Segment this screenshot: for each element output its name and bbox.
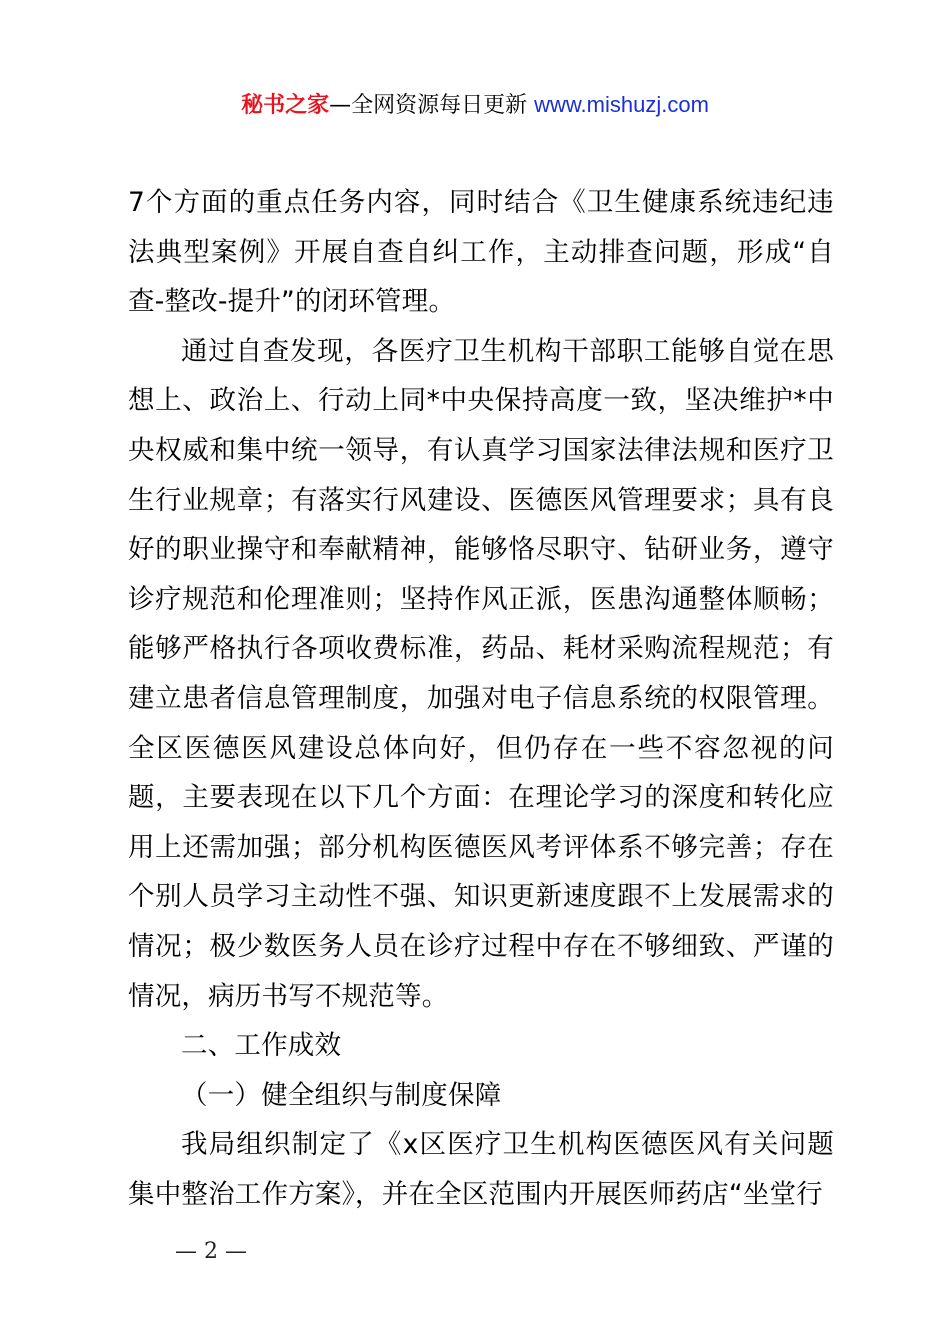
subsection-heading: （一）健全组织与制度保障: [181, 1079, 502, 1111]
paragraph-continuation: 7个方面的重点任务内容，同时结合《卫生健康系统违纪违法典型案例》开展自查自纠工作，主动排查问题，形成“自查-整改-提升”的闭环管理。: [128, 187, 834, 318]
site-url-link[interactable]: www.mishuzj.com: [534, 92, 709, 117]
document-body: [128, 178, 834, 1219]
site-tagline: —全网资源每日更新: [329, 93, 535, 118]
site-header: [0, 88, 950, 123]
site-brand: 秘书之家: [241, 93, 330, 118]
paragraph-measures: 我局组织制定了《x区医疗卫生机构医德医风有关问题集中整治工作方案》，并在全区范围内开展医师药店“坐堂行: [128, 1129, 834, 1210]
paragraph-self-inspection: 通过自查发现，各医疗卫生机构干部职工能够自觉在思想上、政治上、行动上同*中央保持高度一致，坚决维护*中央权威和集中统一领导，有认真学习国家法律法规和医疗卫生行业规章；有落实行风建设、医德医风管理要求；具有良好的职业操守和奉献精神，能够恪尽职守、钻研业务，遵守诊疗规范和伦理准则；坚持作风正派，医患沟通整体顺畅；能够严格执行各项收费标准，药品、耗材采购流程规范；有建立患者信息管理制度，加强对电子信息系统的权限管理。全区医德医风建设总体向好，但仍存在一些不容忽视的问题，主要表现在以下几个方面：在理论学习的深度和转化应用上还需加强；部分机构医德医风考评体系不够完善；存在个别人员学习主动性不强、知识更新速度跟不上发展需求的情况；极少数医务人员在诊疗过程中存在不够细致、严谨的情况，病历书写不规范等。: [128, 335, 834, 1012]
page-number: — 2 —: [175, 1239, 247, 1264]
section-heading: 二、工作成效: [181, 1030, 342, 1062]
